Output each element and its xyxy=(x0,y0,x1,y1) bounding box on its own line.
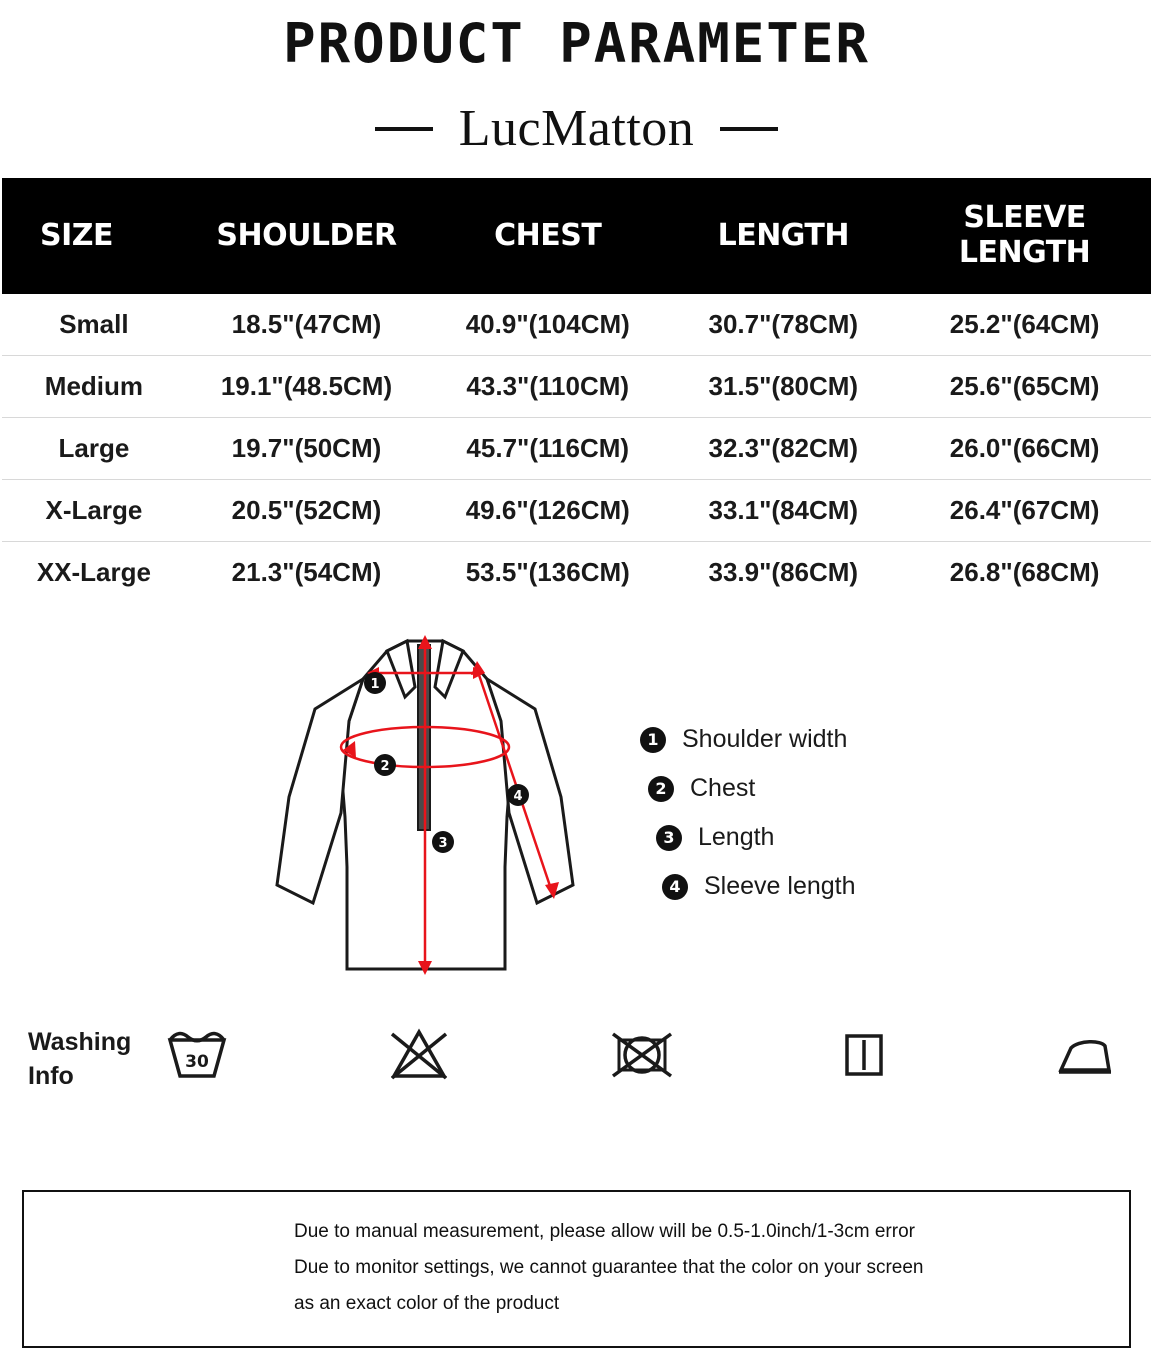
legend-number-1: 1 xyxy=(640,727,666,753)
legend-item-chest xyxy=(648,774,856,803)
column-header-chest: CHEST xyxy=(427,178,668,294)
cell-length: 31.5"(80CM) xyxy=(668,356,898,418)
cell-sleeve-length: 25.6"(65CM) xyxy=(898,356,1151,418)
cell-size: Medium xyxy=(2,356,186,418)
wash-30-icon xyxy=(160,1022,234,1088)
cell-shoulder: 19.1"(48.5CM) xyxy=(186,356,427,418)
dry-in-shade-icon xyxy=(827,1022,901,1088)
cell-chest: 43.3"(110CM) xyxy=(427,356,668,418)
iron-low-icon xyxy=(1049,1022,1123,1088)
cell-sleeve-length: 26.0"(66CM) xyxy=(898,418,1151,480)
brand-name: LucMatton xyxy=(458,100,695,158)
svg-text:1: 1 xyxy=(370,677,380,693)
column-header-length: LENGTH xyxy=(668,178,898,294)
cell-shoulder: 20.5"(52CM) xyxy=(186,480,427,542)
washing-info-label xyxy=(28,1026,168,1094)
diagram-marker-4 xyxy=(507,784,529,806)
measurement-legend xyxy=(640,725,856,921)
column-header-shoulder: SHOULDER xyxy=(186,178,427,294)
column-header-size: SIZE xyxy=(2,178,186,294)
legend-item-length xyxy=(656,823,856,852)
legend-number-4: 4 xyxy=(662,874,688,900)
cell-sleeve-length: 25.2"(64CM) xyxy=(898,294,1151,356)
legend-label-chest: Chest xyxy=(690,774,756,803)
table-row xyxy=(2,356,1151,418)
washing-info-section xyxy=(0,1014,1153,1124)
svg-text:3: 3 xyxy=(438,836,448,852)
legend-number-3: 3 xyxy=(656,825,682,851)
page-title: PRODUCT PARAMETER xyxy=(283,12,870,75)
do-not-tumble-dry-icon xyxy=(605,1022,679,1088)
cell-chest: 45.7"(116CM) xyxy=(427,418,668,480)
brand-row xyxy=(0,99,1153,158)
cell-shoulder: 19.7"(50CM) xyxy=(186,418,427,480)
cell-length: 30.7"(78CM) xyxy=(668,294,898,356)
page-header xyxy=(0,0,1153,158)
cell-sleeve-length: 26.4"(67CM) xyxy=(898,480,1151,542)
disclaimer-line-3: as an exact color of the product xyxy=(294,1292,560,1314)
cell-shoulder: 21.3"(54CM) xyxy=(231,557,382,588)
legend-label-length: Length xyxy=(698,823,775,852)
measurement-diagram-section xyxy=(0,617,1153,1012)
cell-shoulder: 18.5"(47CM) xyxy=(186,294,427,356)
diagram-marker-1 xyxy=(364,672,386,694)
diagram-marker-2 xyxy=(374,754,396,776)
cell-chest: 49.6"(126CM) xyxy=(427,480,668,542)
cell-length: 33.9"(86CM) xyxy=(708,557,859,588)
brand-dash-right xyxy=(720,127,778,131)
cell-size: XX-Large xyxy=(36,557,151,588)
size-chart-table-wrap xyxy=(0,178,1153,603)
washing-icon-row xyxy=(160,1022,1123,1088)
cell-length: 32.3"(82CM) xyxy=(668,418,898,480)
garment-illustration xyxy=(255,617,595,1012)
brand-dash-left xyxy=(375,127,433,131)
table-row xyxy=(2,542,1151,604)
table-row xyxy=(2,294,1151,356)
cell-length: 33.1"(84CM) xyxy=(668,480,898,542)
wash-temperature-text: 30 xyxy=(185,1052,209,1073)
cell-sleeve-length: 26.8"(68CM) xyxy=(949,557,1100,588)
diagram-marker-3 xyxy=(432,831,454,853)
table-row xyxy=(2,480,1151,542)
column-header-sleeve-length: SLEEVE LENGTH xyxy=(898,178,1151,294)
size-chart-table xyxy=(2,178,1151,603)
table-row xyxy=(2,418,1151,480)
cell-size: X-Large xyxy=(2,480,186,542)
cell-chest: 40.9"(104CM) xyxy=(427,294,668,356)
cell-size: Large xyxy=(2,418,186,480)
legend-label-sleeve-length: Sleeve length xyxy=(704,872,856,901)
washing-info-label-line2: Info xyxy=(28,1062,74,1091)
legend-item-sleeve-length xyxy=(662,872,856,901)
cell-size: Small xyxy=(2,294,186,356)
legend-number-2: 2 xyxy=(648,776,674,802)
svg-text:2: 2 xyxy=(380,759,390,775)
do-not-bleach-icon xyxy=(382,1022,456,1088)
disclaimer-line-1: Due to manual measurement, please allow will be 0.5-1.0inch/1-3cm error xyxy=(294,1220,915,1242)
legend-label-shoulder-width: Shoulder width xyxy=(682,725,848,754)
washing-info-label-line1: Washing xyxy=(28,1028,132,1057)
disclaimer-line-2: Due to monitor settings, we cannot guarantee that the color on your screen xyxy=(294,1256,924,1278)
legend-item-shoulder-width xyxy=(640,725,856,754)
cell-chest: 53.5"(136CM) xyxy=(465,557,630,588)
table-header-row xyxy=(2,178,1151,294)
svg-text:4: 4 xyxy=(513,789,523,805)
disclaimer-box xyxy=(22,1190,1131,1348)
